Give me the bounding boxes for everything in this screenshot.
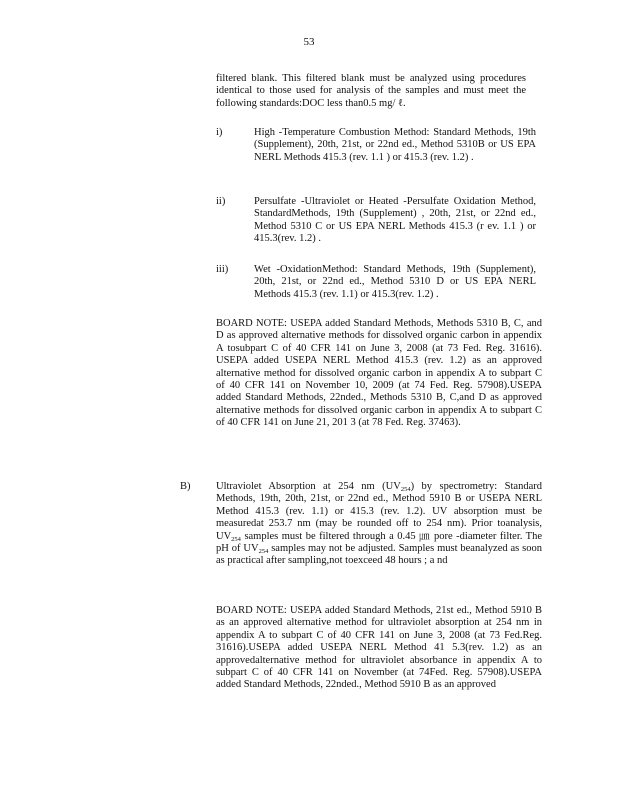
uv-subscript: 254 bbox=[258, 548, 269, 556]
section-b-part2: ) by spectrometry: Standard Methods, 19th, 20th, 21st, or 22nd ed., Method 5910 B or USEPA NERL Method 415.3 (rev. 1.1) or 415.3 (rev. 1.2). UV absorption must be measuredat 253.7 nm (may be rounded off to 254 nm). Prior toanalysis, UV bbox=[216, 481, 542, 542]
board-note-doc: BOARD NOTE: USEPA added Standard Methods, Methods 5310 B, C, and D as approved alternative methods for dissolved organic carbon in appendix A tosubpart C of 40 CFR 141 on June 3, 2008 (at 73 Fed. Reg. 31616). USEPA added USEPA NERL Method 415.3 (rev. 1.2) as an approved alternative method for dissolved organic carbon in appendix A to subpart C of 40 CFR 141 on November 10, 2009 (at 74 Fed. Reg. 57908).USEPA added Standard Methods, 22nded., Methods 5310 B, C,and D as approved alternative methods for dissolved organic carbon in appendix A to subpart C of 40 CFR 141 on June 21, 201 3 (at 78 Fed. Reg. 37463). bbox=[216, 318, 542, 429]
list-item-text: Wet -OxidationMethod: Standard Methods, 19th (Supplement), 20th, 21st, or 22nd ed., Method 5310 D or US EPA NERL Methods 415.3 (rev. 1.1) or 415.3(rev. 1.2) . bbox=[254, 264, 536, 300]
list-marker: iii) bbox=[216, 264, 229, 275]
board-note-uv: BOARD NOTE: USEPA added Standard Methods, 21st ed., Method 5910 B as an approved alternative method for ultraviolet absorption at 254 nm in appendix A to subpart C of 40 CFR 141 on June 3, 2008 (at 73 Fed.Reg. 31616).USEPA added USEPA NERL Method 41 5.3(rev. 1.2) as an approvedalternative method for ultraviolet absorbance in appendix A to subpart C of 40 CFR 141 on November (at 74Fed. Reg. 57908).USEPA added Standard Methods, 22nded., Method 5910 B as an approved bbox=[216, 605, 542, 691]
page-number: 53 bbox=[303, 36, 315, 48]
lead-paragraph: filtered blank. This filtered blank must be analyzed using procedures identical to those used for analysis of the samples and must meet the following standards:DOC less than0.5 mg/ ℓ. bbox=[216, 73, 526, 109]
section-b-part4: samples may not be adjusted. Samples must beanalyzed as soon as practical after sampling,not toexceed 48 hours ; a nd bbox=[216, 543, 543, 567]
uv-subscript: 254 bbox=[231, 535, 241, 543]
list-item-text: High -Temperature Combustion Method: Standard Methods, 19th (Supplement), 20th, 21st, or 22nd ed., Method 5310B or US EPA NERL Methods 415.3 (rev. 1.1 ) or 415.3 (rev. 1.2) . bbox=[254, 127, 536, 163]
section-b-part1: Ultraviolet Absorption at 254 nm (UV bbox=[216, 481, 401, 492]
list-item-text: Persulfate -Ultraviolet or Heated -Persulfate Oxidation Method, StandardMethods, 19th (Supplement) , 20th, 21st, or 22nd ed., Method 5310 C or US EPA NERL Methods 415.3 (r ev. 1.1 ) or 415.3(rev. 1.2) . bbox=[254, 196, 536, 245]
section-b-text bbox=[216, 481, 542, 568]
section-marker: B) bbox=[180, 481, 191, 492]
section-b-part3: samples must be filtered through a 0.45 ㎛ pore -diameter filter. The pH of UV bbox=[216, 530, 542, 555]
list-marker: ii) bbox=[216, 196, 226, 207]
uv-subscript: 254 bbox=[400, 486, 411, 493]
list-marker: i) bbox=[216, 127, 223, 138]
